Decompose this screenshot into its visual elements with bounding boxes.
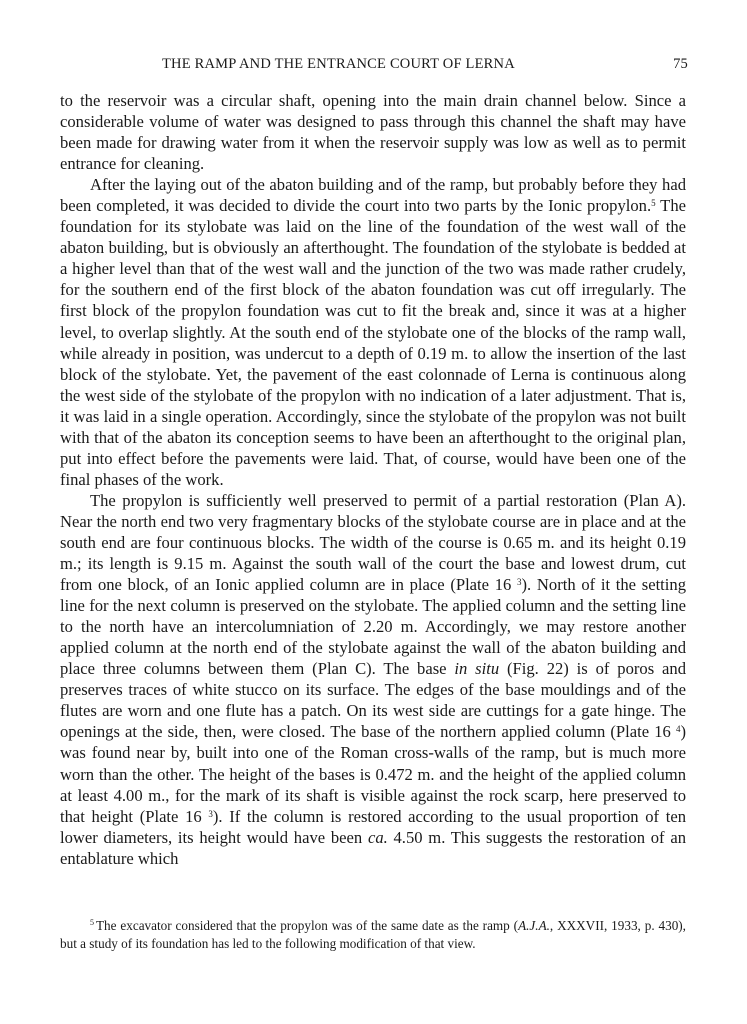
paragraph-3 xyxy=(60,490,686,869)
page-number: 75 xyxy=(673,56,688,72)
paragraph-1 xyxy=(60,90,686,174)
paragraph-2-text-b: The foundation for its stylobate was laid on the line of the foundation of the west wall of the abaton building, but is obviously an afterthought. The foundation of the stylobate is bedded at a higher level than that of the west wall and the junction of the two was made rather crudely, for the southern end of the first block of the abaton foundation was cut off irregularly. The first block of the propylon foundation was cut to fit the break and, since it was at a higher level, to overlap slightly. At the south end of the stylobate one of the blocks of the ramp wall, while already in position, was undercut to a depth of 0.19 m. to allow the insertion of the last block of the stylobate. Yet, the pavement of the east colonnade of Lerna is continuous along the west side of the stylobate of the propylon with no indication of a later adjustment. That is, it was laid in a single operation. Accordingly, since the stylobate of the propylon was not built with that of the abaton its conception seems to have been an afterthought to the original plan, put into effect before the pavements were laid. That, of course, would have been one of the final phases of the work. xyxy=(60,196,686,489)
body-text xyxy=(60,90,686,869)
paragraph-3-text-c: (Fig. 22) is of poros and preserves traces of white stucco on its surface. The edges of the base mouldings and of the flutes are worn and one flute has a patch. On its west side are cuttings for a gate hinge. The openings at the side, then, were closed. The base of the northern applied column (Plate 16 xyxy=(60,659,687,742)
footnote-italic: A.J.A. xyxy=(518,918,550,933)
paragraph-2 xyxy=(60,174,686,490)
paragraph-3-text-e: ). If the column is restored according to the usual proportion of ten lower diameters, its height would have been xyxy=(60,806,686,847)
paragraph-3-text-f: 4.50 m. This suggests the restoration of an entablature which xyxy=(60,827,686,868)
footnote xyxy=(60,917,686,953)
paragraph-1-text: to the reservoir was a circular shaft, opening into the main drain channel below. Since a considerable volume of water was designed to pass through this channel the shaft may have been made for drawing water from it when the reservoir supply was low as well as to permit entrance for cleaning. xyxy=(60,91,686,174)
footnote-mark: 5 xyxy=(90,918,94,928)
paragraph-3-text-d: ) was found near by, built into one of the Roman cross-walls of the ramp, but is much more worn than the other. The height of the bases is 0.472 m. and the height of the applied column at least 4.00 m., for the mark of its shaft is visible against the rock scarp, here preserved to that height (Plate 16 xyxy=(60,722,686,826)
footnote-reference: 5 xyxy=(651,198,656,209)
footnote-text-a: The excavator considered that the propylon was of the same date as the ramp ( xyxy=(96,918,519,933)
paragraph-2-text-a: After the laying out of the abaton building and of the ramp, but probably before they had been completed, it was decided to divide the court into two parts by the Ionic propylon. xyxy=(60,175,686,216)
plate-reference: 3 xyxy=(208,808,213,819)
footnote-text-b: , XXXVII, 1933, p. 430), but a study of its foundation has led to the following modification of that view. xyxy=(60,918,686,951)
running-title: THE RAMP AND THE ENTRANCE COURT OF LERNA xyxy=(162,56,515,72)
italic-term: ca. xyxy=(367,827,388,847)
italic-term: in situ xyxy=(454,659,500,679)
plate-reference: 3 xyxy=(517,577,522,588)
paragraph-3-text-a: The propylon is sufficiently well preserved to permit of a partial restoration (Plan A). Near the north end two very fragmentary blocks of the stylobate course are in place and at the south end are four continuous blocks. The width of the course is 0.65 m. and its height 0.19 m.; its length is 9.15 m. Against the south wall of the court the base and lowest drum, cut from one block, of an Ionic applied column are in place (Plate 16 xyxy=(60,490,686,595)
running-header xyxy=(60,56,688,76)
plate-reference: 4 xyxy=(675,724,681,735)
paragraph-3-text-b: ). North of it the setting line for the next column is preserved on the stylobate. The applied column and the setting line to the north have an intercolumniation of 2.20 m. Accordingly, we may restore another applied column at the north end of the stylobate against the wall of the abaton building and place three columns between them (Plan C). The base xyxy=(60,575,686,679)
